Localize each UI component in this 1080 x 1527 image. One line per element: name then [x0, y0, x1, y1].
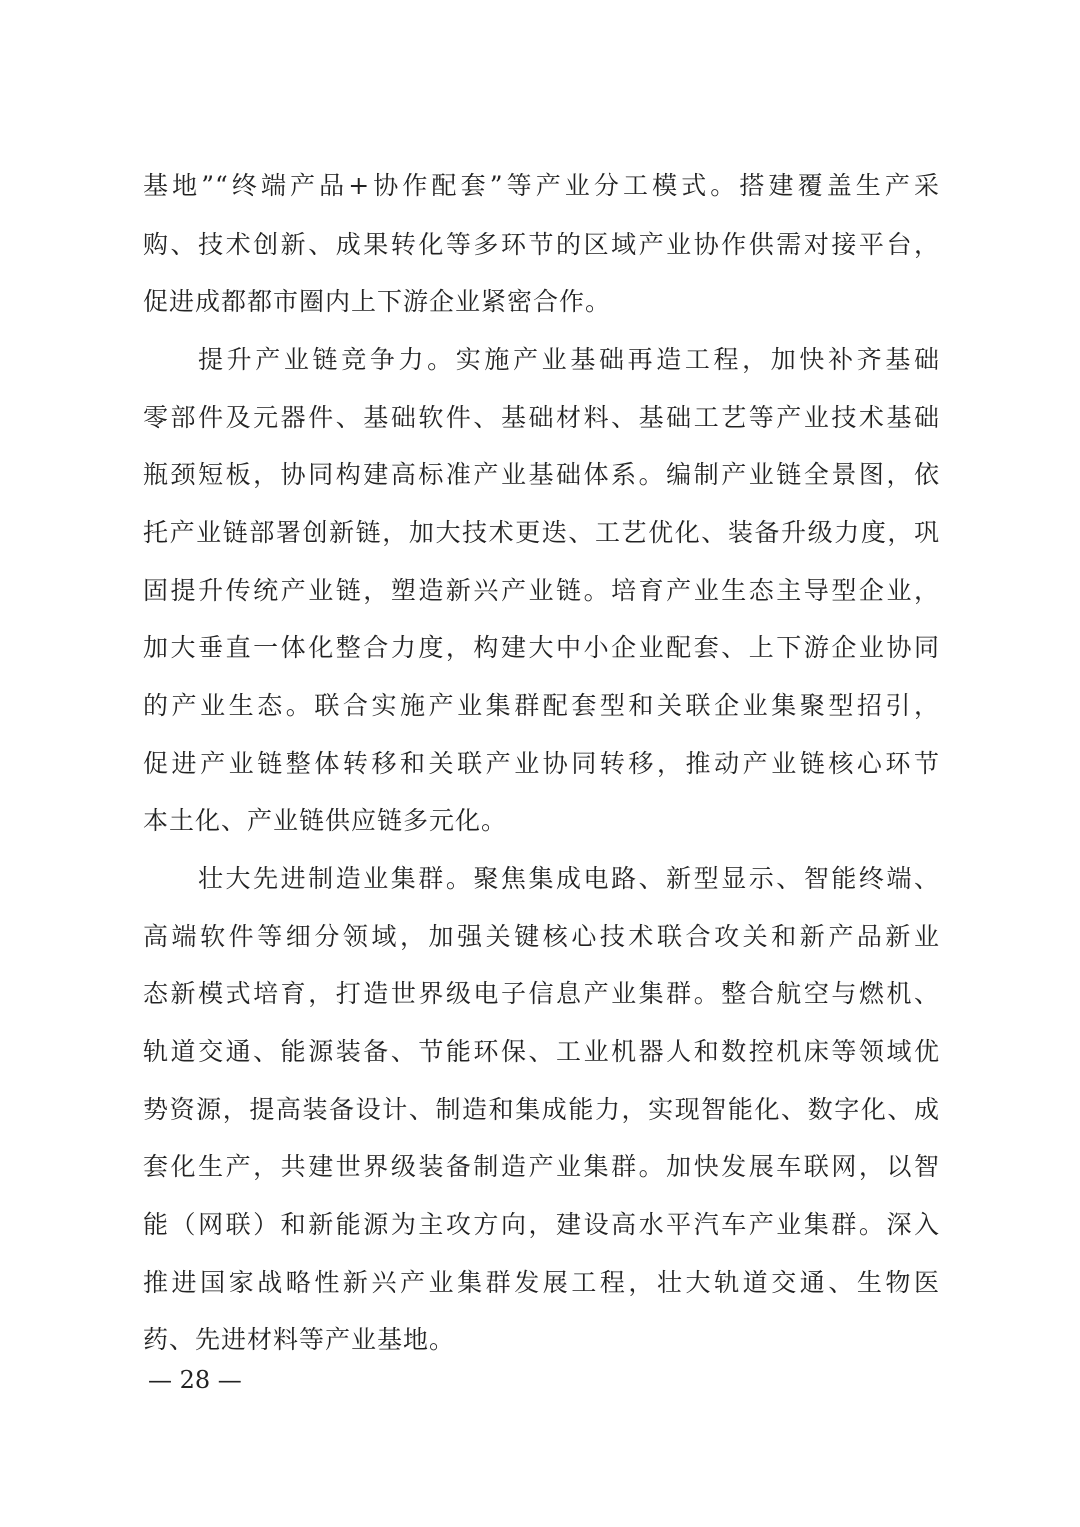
paragraph-1-line-2: 购、技术创新、成果转化等多环节的区域产业协作供需对接平台，	[143, 230, 940, 259]
paragraph-2-line-6: 加大垂直一体化整合力度，构建大中小企业配套、上下游企业协同	[143, 633, 940, 662]
paragraph-1-line-1: 基地”“终端产品+协作配套”等产业分工模式。搭建覆盖生产采	[143, 171, 940, 200]
paragraph-2-line-5: 固提升传统产业链，塑造新兴产业链。培育产业生态主导型企业，	[143, 576, 940, 605]
paragraph-2-line-8: 促进产业链整体转移和关联产业协同转移，推动产业链核心环节	[143, 749, 940, 778]
paragraph-2-line-2: 零部件及元器件、基础软件、基础材料、基础工艺等产业技术基础	[143, 403, 940, 432]
paragraph-3-line-3: 态新模式培育，打造世界级电子信息产业集群。整合航空与燃机、	[143, 979, 940, 1008]
paragraph-2-line-4: 托产业链部署创新链，加大技术更迭、工艺优化、装备升级力度，巩	[143, 518, 940, 547]
paragraph-3-line-9: 药、先进材料等产业基地。	[143, 1325, 456, 1354]
paragraph-1-line-3: 促进成都都市圈内上下游企业紧密合作。	[143, 287, 612, 316]
paragraph-3-line-8: 推进国家战略性新兴产业集群发展工程，壮大轨道交通、生物医	[143, 1268, 940, 1297]
paragraph-2-line-3: 瓶颈短板，协同构建高标准产业基础体系。编制产业链全景图，依	[143, 460, 940, 489]
page-number: — 28 —	[148, 1366, 242, 1394]
paragraph-3-line-6: 套化生产，共建世界级装备制造产业集群。加快发展车联网，以智	[143, 1152, 940, 1181]
paragraph-3-line-1: 壮大先进制造业集群。聚焦集成电路、新型显示、智能终端、	[198, 864, 940, 893]
paragraph-3-line-5: 势资源，提高装备设计、制造和集成能力，实现智能化、数字化、成	[143, 1095, 940, 1124]
paragraph-3-line-7: 能（网联）和新能源为主攻方向，建设高水平汽车产业集群。深入	[143, 1210, 940, 1239]
paragraph-3-line-4: 轨道交通、能源装备、节能环保、工业机器人和数控机床等领域优	[143, 1037, 940, 1066]
paragraph-2-line-1: 提升产业链竞争力。实施产业基础再造工程，加快补齐基础	[198, 345, 940, 374]
paragraph-2-line-9: 本土化、产业链供应链多元化。	[143, 806, 508, 835]
paragraph-2-line-7: 的产业生态。联合实施产业集群配套型和关联企业集聚型招引，	[143, 691, 940, 720]
paragraph-3-line-2: 高端软件等细分领域，加强关键核心技术联合攻关和新产品新业	[143, 922, 940, 951]
